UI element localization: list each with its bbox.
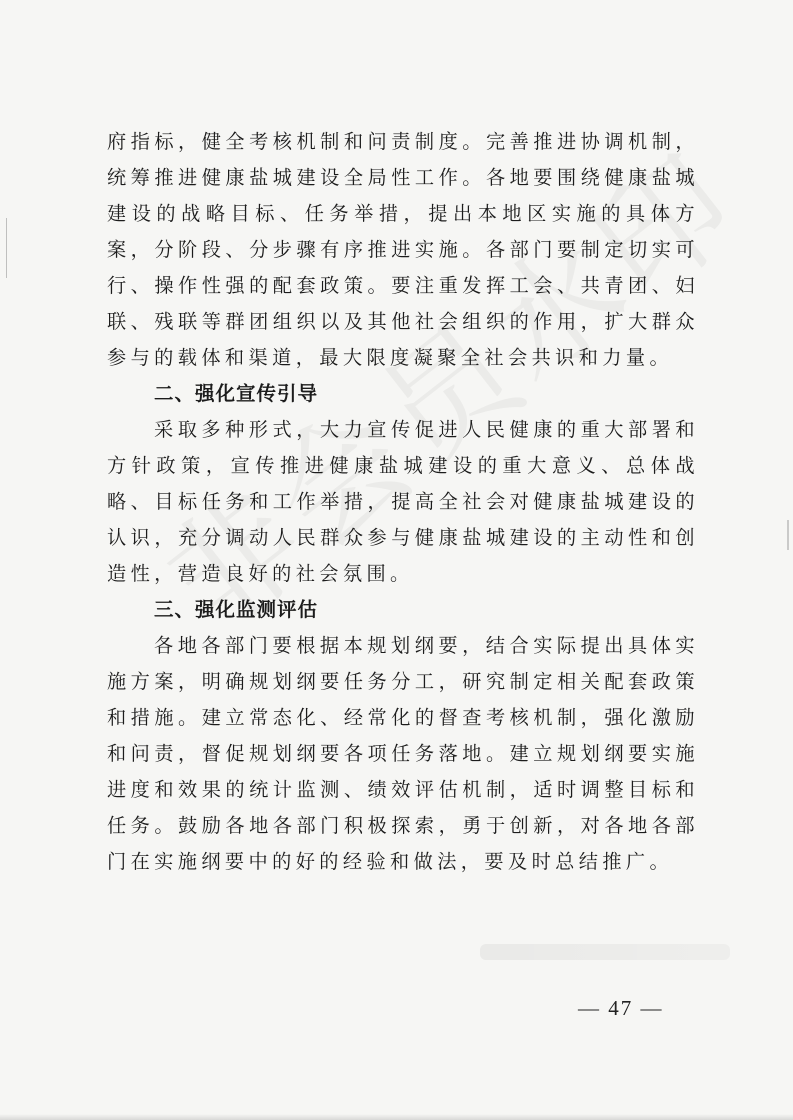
- page-number: — 47 —: [578, 996, 664, 1020]
- scan-margin-mark: [6, 218, 10, 278]
- paragraph-monitoring: 各地各部门要根据本规划纲要，结合实际提出具体实施方案，明确规划纲要任务分工，研究制定相关配套政策和措施。建立常态化、经常化的督查考核机制，强化激励和问责，督促规划纲要各项任务落地。建立规划纲要实施进度和效果的统计监测、绩效评估机制，适时调整目标和任务。鼓励各地各部门积极探索，勇于创新，对各地各部门在实施纲要中的好的经验和做法，要及时总结推广。: [107, 634, 699, 873]
- scan-edge-mark: [787, 520, 789, 550]
- document-body: [107, 124, 699, 880]
- section-heading-monitoring: 三、强化监测评估: [154, 598, 319, 621]
- paragraph-continuation: 府指标，健全考核机制和问责制度。完善推进协调机制，统筹推进健康盐城建设全局性工作。各地要围绕健康盐城建设的战略目标、任务举措，提出本地区实施的具体方案，分阶段、分步骤有序推进实施。各部门要制定切实可行、操作性强的配套政策。要注重发挥工会、共青团、妇联、残联等群团组织以及其他社会组织的作用，扩大群众参与的载体和渠道，最大限度凝聚全社会共识和力量。: [107, 130, 699, 369]
- paragraph-publicity: 采取多种形式，大力宣传促进人民健康的重大部署和方针政策，宣传推进健康盐城建设的重大意义、总体战略、目标任务和工作举措，提高全社会对健康盐城建设的认识，充分调动人民群众参与健康盐城建设的主动性和创造性，营造良好的社会氛围。: [107, 418, 699, 585]
- scan-bleed-through: [480, 944, 730, 960]
- section-heading-publicity: 二、强化宣传引导: [154, 382, 319, 405]
- scan-bottom-shadow: [0, 1114, 793, 1120]
